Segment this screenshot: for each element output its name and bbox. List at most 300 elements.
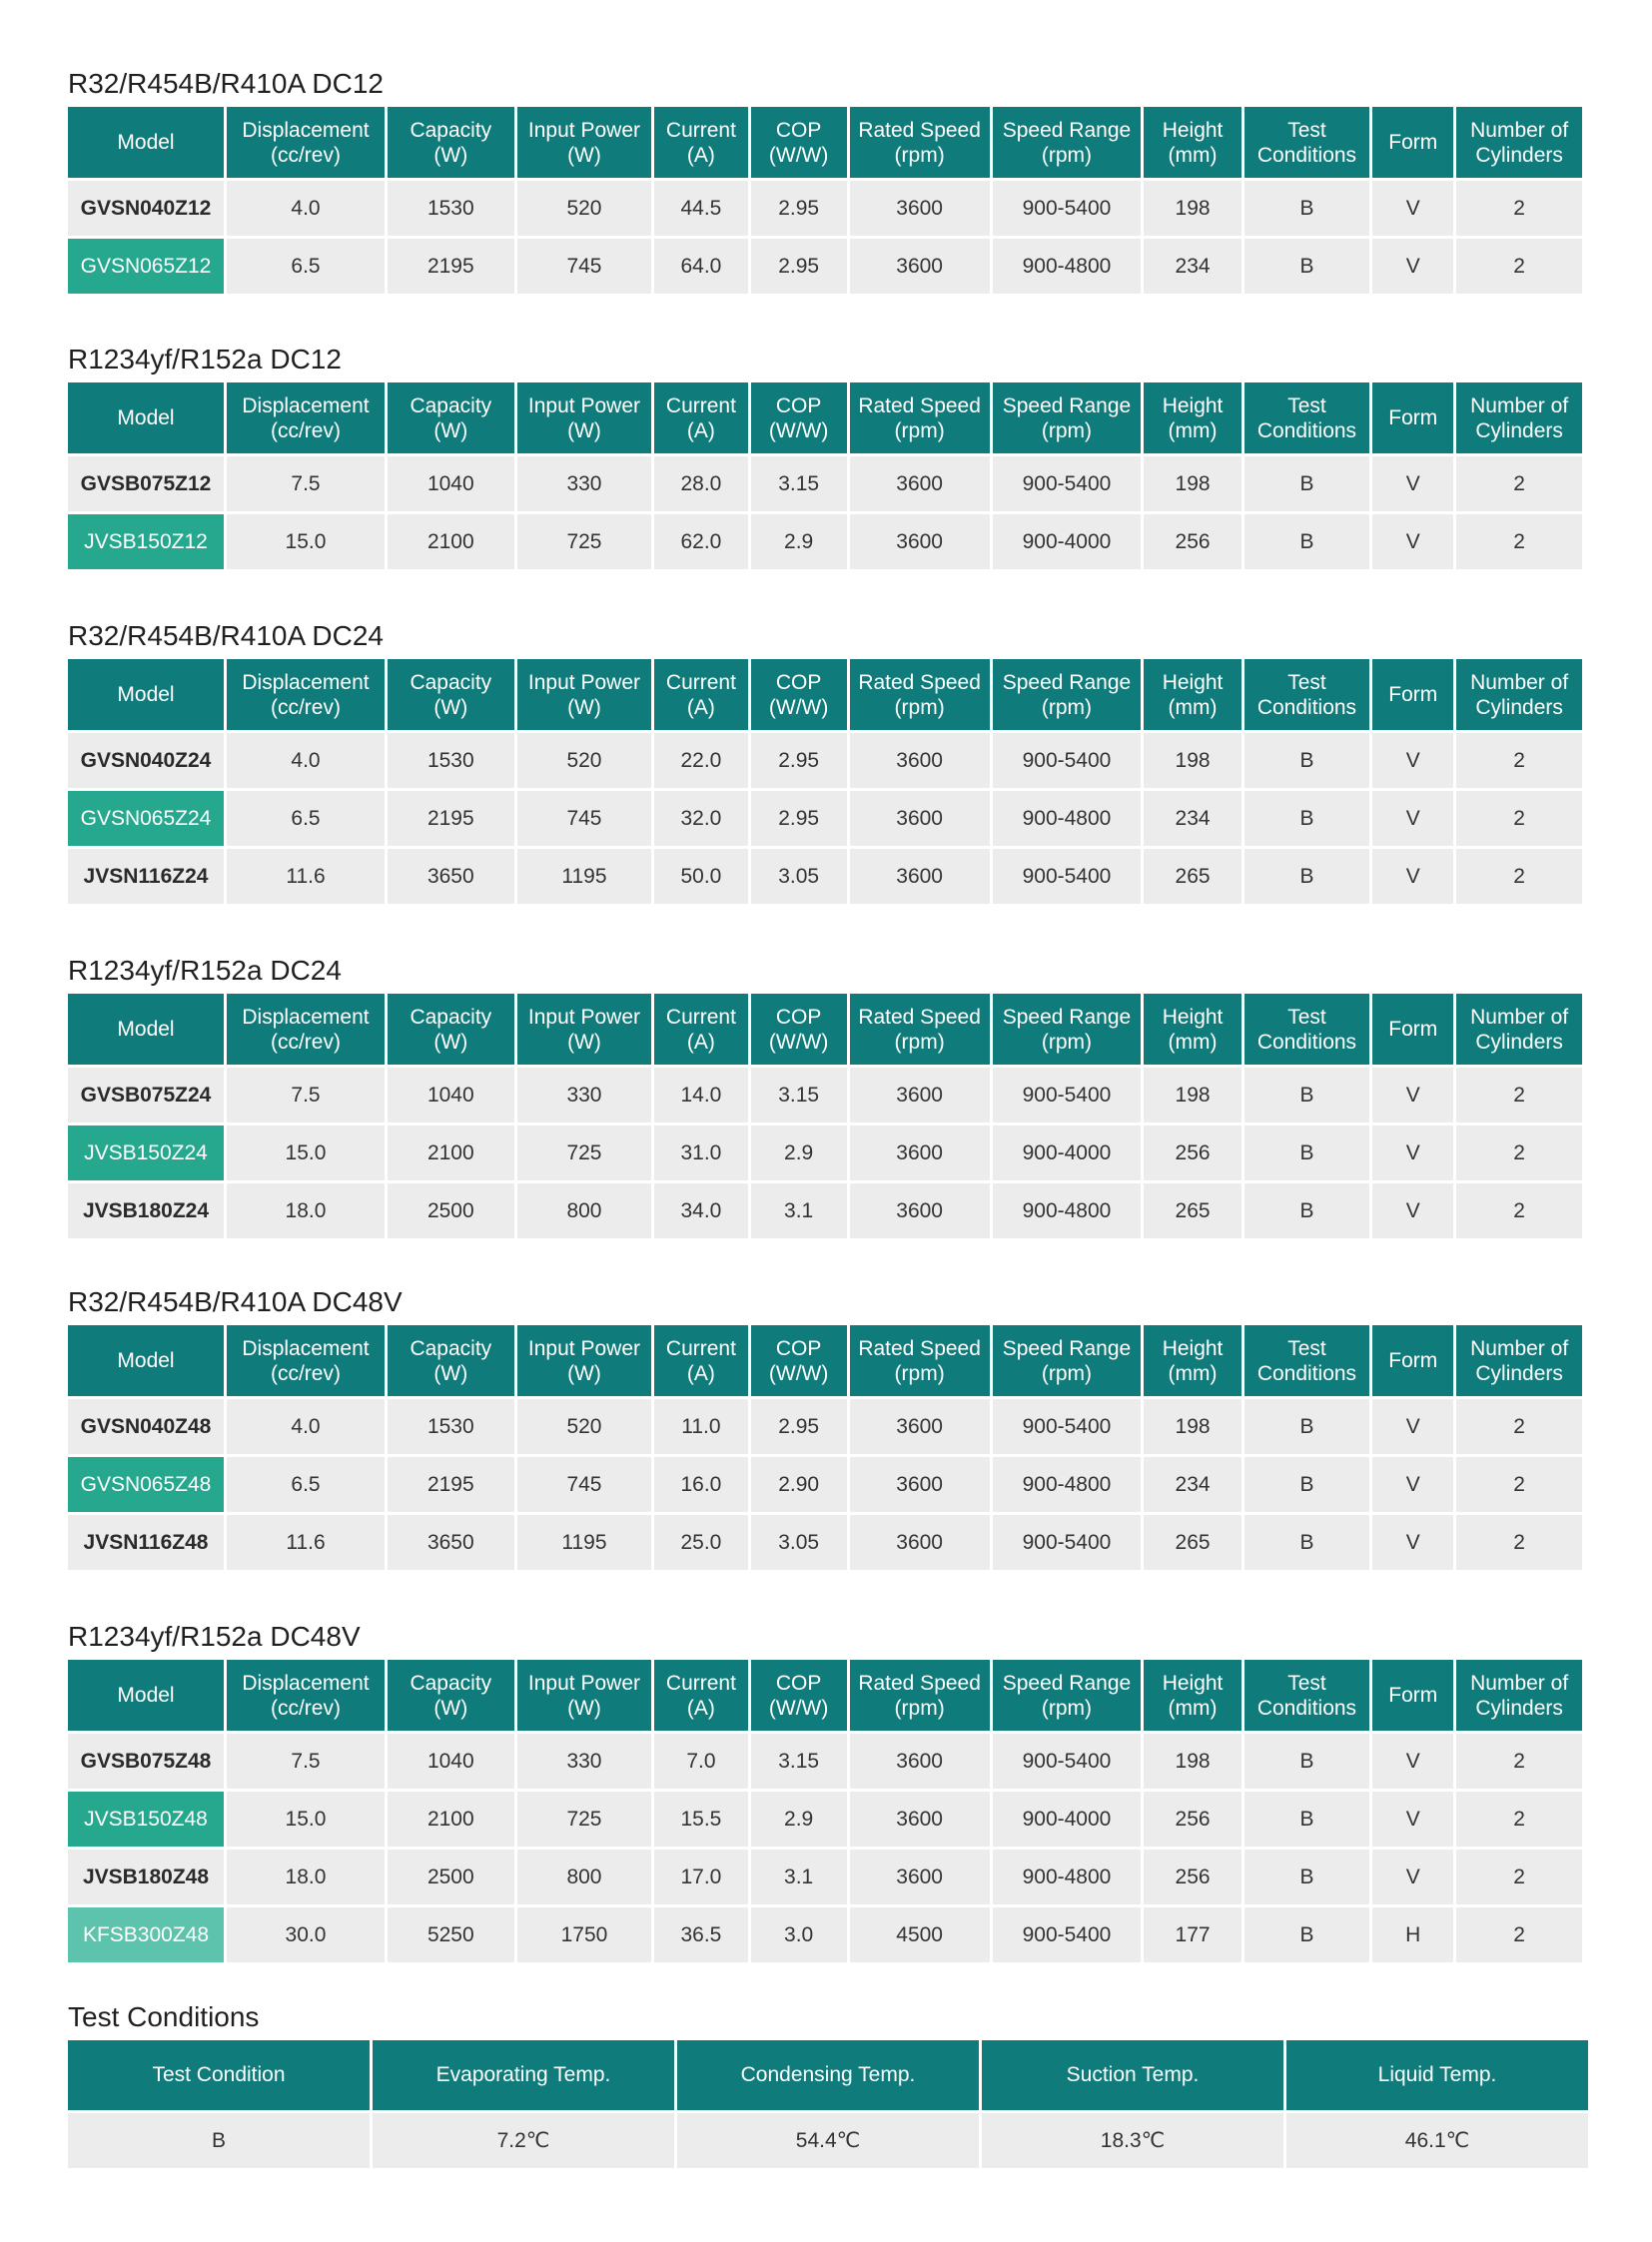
column-header bbox=[1244, 107, 1370, 178]
table-cell: 1530 bbox=[388, 1399, 514, 1454]
column-header-line: Model bbox=[117, 406, 175, 429]
column-header-line: Test bbox=[1287, 670, 1326, 694]
table-cell: V bbox=[1372, 1125, 1453, 1180]
column-header-line: Speed Range bbox=[1002, 1671, 1132, 1695]
table-row bbox=[68, 239, 1582, 294]
table-cell: 2 bbox=[1456, 849, 1582, 904]
column-header-unit: (rpm) bbox=[894, 1361, 945, 1385]
table-cell: H bbox=[1372, 1907, 1453, 1962]
table-cell: 2195 bbox=[388, 239, 514, 294]
table-cell: 7.5 bbox=[227, 1068, 385, 1122]
column-header-unit: Conditions bbox=[1256, 143, 1357, 167]
header-row bbox=[68, 382, 1582, 453]
column-header-line: Speed Range bbox=[1002, 1336, 1132, 1360]
table-cell: 18.0 bbox=[227, 1183, 385, 1238]
table-row bbox=[68, 514, 1582, 569]
column-header-unit: (A) bbox=[686, 143, 715, 167]
column-header-unit: (rpm) bbox=[894, 143, 945, 167]
table-cell: 900-5400 bbox=[993, 1515, 1142, 1570]
table-cell: B bbox=[1244, 456, 1370, 511]
table-cell: 2195 bbox=[388, 791, 514, 846]
table-cell: 2.90 bbox=[751, 1457, 847, 1512]
column-header-line: Rated Speed bbox=[858, 118, 981, 142]
column-header bbox=[517, 994, 652, 1065]
column-header: Test Condition bbox=[68, 2040, 370, 2110]
column-header-line: Input Power bbox=[527, 670, 640, 694]
table-cell: B bbox=[1244, 1734, 1370, 1789]
table-cell: 16.0 bbox=[654, 1457, 747, 1512]
section-title: R32/R454B/R410A DC24 bbox=[68, 620, 384, 651]
table-cell: 234 bbox=[1144, 791, 1240, 846]
header-row bbox=[68, 659, 1582, 730]
column-header bbox=[227, 1660, 385, 1731]
column-header-line: Capacity bbox=[410, 1336, 492, 1360]
model-cell: JVSN116Z24 bbox=[68, 849, 224, 904]
column-header-line: Form bbox=[1388, 131, 1438, 154]
column-header-line: Displacement bbox=[242, 1336, 370, 1360]
column-header bbox=[68, 1325, 224, 1396]
column-header bbox=[227, 994, 385, 1065]
table-cell: 1530 bbox=[388, 733, 514, 788]
table-cell: 3600 bbox=[850, 1734, 990, 1789]
table-cell: 15.0 bbox=[227, 1792, 385, 1847]
table-cell: 520 bbox=[517, 1399, 652, 1454]
table-cell: 1040 bbox=[388, 456, 514, 511]
column-header-line: COP bbox=[775, 1005, 822, 1029]
column-header-unit: (cc/rev) bbox=[270, 1696, 341, 1720]
column-header bbox=[1144, 659, 1240, 730]
column-header bbox=[1456, 659, 1582, 730]
column-header-line: COP bbox=[775, 393, 822, 417]
column-header bbox=[654, 994, 747, 1065]
test-conditions-table bbox=[65, 2037, 1591, 2171]
column-header-line: Number of bbox=[1470, 1336, 1569, 1360]
column-header bbox=[1244, 382, 1370, 453]
column-header-line: Input Power bbox=[527, 1671, 640, 1695]
section-title: R1234yf/R152a DC48V bbox=[68, 1621, 361, 1652]
column-header-unit: (cc/rev) bbox=[270, 1030, 341, 1054]
column-header-line: Model bbox=[117, 1349, 175, 1372]
table-cell: 4.0 bbox=[227, 733, 385, 788]
table-cell: 256 bbox=[1144, 1792, 1240, 1847]
column-header bbox=[1456, 994, 1582, 1065]
column-header-line: Displacement bbox=[242, 118, 370, 142]
table-cell: 3.15 bbox=[751, 1734, 847, 1789]
column-header-unit: (rpm) bbox=[1041, 1030, 1093, 1054]
table-cell: 2 bbox=[1456, 1457, 1582, 1512]
table-cell: 900-5400 bbox=[993, 1734, 1142, 1789]
column-header-line: Current bbox=[665, 1336, 736, 1360]
table-cell: 900-5400 bbox=[993, 849, 1142, 904]
table-cell: 330 bbox=[517, 1734, 652, 1789]
column-header bbox=[751, 994, 847, 1065]
column-header-unit: (W) bbox=[567, 1030, 601, 1054]
table-cell: 1195 bbox=[517, 849, 652, 904]
table-cell: 2.9 bbox=[751, 514, 847, 569]
column-header-line: Displacement bbox=[242, 393, 370, 417]
column-header-unit: (cc/rev) bbox=[270, 695, 341, 719]
column-header-unit: (rpm) bbox=[1041, 1361, 1093, 1385]
spec-table bbox=[65, 104, 1585, 297]
table-cell: 17.0 bbox=[654, 1850, 747, 1904]
spec-section bbox=[68, 951, 1582, 1241]
column-header-unit: (mm) bbox=[1168, 1361, 1218, 1385]
column-header-unit: (W/W) bbox=[768, 1361, 829, 1385]
table-cell: 265 bbox=[1144, 849, 1240, 904]
column-header-unit: (mm) bbox=[1168, 418, 1218, 442]
column-header-line: Model bbox=[117, 1018, 175, 1041]
table-cell: 36.5 bbox=[654, 1907, 747, 1962]
spec-section bbox=[68, 340, 1582, 572]
spec-section bbox=[68, 1282, 1582, 1573]
table-cell: 234 bbox=[1144, 239, 1240, 294]
column-header-unit: (W) bbox=[433, 1030, 468, 1054]
table-cell: 4.0 bbox=[227, 181, 385, 236]
column-header-line: COP bbox=[775, 1336, 822, 1360]
table-cell: 198 bbox=[1144, 1734, 1240, 1789]
column-header-unit: (mm) bbox=[1168, 1030, 1218, 1054]
column-header-line: Rated Speed bbox=[858, 1671, 981, 1695]
table-cell: 15.5 bbox=[654, 1792, 747, 1847]
table-cell: 3600 bbox=[850, 1515, 990, 1570]
column-header bbox=[654, 659, 747, 730]
model-cell: JVSN116Z48 bbox=[68, 1515, 224, 1570]
column-header bbox=[388, 382, 514, 453]
column-header-line: Rated Speed bbox=[858, 393, 981, 417]
model-cell: GVSN040Z48 bbox=[68, 1399, 224, 1454]
table-cell: 11.6 bbox=[227, 849, 385, 904]
table-cell: 725 bbox=[517, 1125, 652, 1180]
table-cell: 198 bbox=[1144, 1399, 1240, 1454]
header-row bbox=[68, 2040, 1588, 2110]
column-header-unit: (W) bbox=[567, 695, 601, 719]
column-header bbox=[68, 1660, 224, 1731]
table-cell: 46.1℃ bbox=[1286, 2113, 1588, 2168]
table-cell: 1040 bbox=[388, 1068, 514, 1122]
column-header-unit: (W) bbox=[433, 1361, 468, 1385]
column-header bbox=[751, 107, 847, 178]
table-cell: 2100 bbox=[388, 1792, 514, 1847]
column-header bbox=[1144, 107, 1240, 178]
column-header bbox=[1456, 1660, 1582, 1731]
table-row bbox=[68, 1183, 1582, 1238]
table-cell: 7.2℃ bbox=[373, 2113, 674, 2168]
table-row bbox=[68, 1734, 1582, 1789]
column-header bbox=[68, 107, 224, 178]
table-cell: B bbox=[1244, 239, 1370, 294]
column-header bbox=[68, 659, 224, 730]
column-header bbox=[227, 107, 385, 178]
column-header-line: Form bbox=[1388, 1018, 1438, 1041]
table-cell: V bbox=[1372, 1457, 1453, 1512]
column-header-unit: (rpm) bbox=[894, 695, 945, 719]
column-header: Suction Temp. bbox=[982, 2040, 1283, 2110]
column-header bbox=[993, 994, 1142, 1065]
table-cell: 2.95 bbox=[751, 181, 847, 236]
column-header-line: COP bbox=[775, 118, 822, 142]
table-cell: B bbox=[1244, 1907, 1370, 1962]
table-cell: 3.15 bbox=[751, 1068, 847, 1122]
column-header-line: Height bbox=[1162, 1005, 1224, 1029]
table-cell: 3.1 bbox=[751, 1183, 847, 1238]
column-header-unit: Cylinders bbox=[1475, 1361, 1563, 1385]
table-cell: V bbox=[1372, 1850, 1453, 1904]
column-header-line: Displacement bbox=[242, 670, 370, 694]
table-cell: 31.0 bbox=[654, 1125, 747, 1180]
column-header-line: Number of bbox=[1470, 1671, 1569, 1695]
header-row bbox=[68, 1660, 1582, 1731]
table-cell: 256 bbox=[1144, 514, 1240, 569]
column-header bbox=[993, 1325, 1142, 1396]
table-cell: V bbox=[1372, 1399, 1453, 1454]
column-header bbox=[388, 1325, 514, 1396]
table-cell: 30.0 bbox=[227, 1907, 385, 1962]
column-header bbox=[1372, 1325, 1453, 1396]
model-cell: JVSB180Z24 bbox=[68, 1183, 224, 1238]
table-cell: 2.95 bbox=[751, 791, 847, 846]
column-header bbox=[751, 1660, 847, 1731]
table-cell: 198 bbox=[1144, 1068, 1240, 1122]
column-header-line: Rated Speed bbox=[858, 1336, 981, 1360]
column-header-unit: (cc/rev) bbox=[270, 1361, 341, 1385]
table-cell: 900-4000 bbox=[993, 1125, 1142, 1180]
column-header bbox=[517, 1325, 652, 1396]
table-cell: 2 bbox=[1456, 181, 1582, 236]
header-row bbox=[68, 107, 1582, 178]
table-row bbox=[68, 456, 1582, 511]
column-header-line: Capacity bbox=[410, 670, 492, 694]
table-cell: 2 bbox=[1456, 239, 1582, 294]
column-header bbox=[1244, 994, 1370, 1065]
table-cell: B bbox=[68, 2113, 370, 2168]
table-cell: 2 bbox=[1456, 1792, 1582, 1847]
section-title: R32/R454B/R410A DC48V bbox=[68, 1286, 403, 1317]
spec-section bbox=[68, 1617, 1582, 1965]
spec-section bbox=[68, 616, 1582, 907]
table-cell: 2.95 bbox=[751, 1399, 847, 1454]
table-cell: V bbox=[1372, 849, 1453, 904]
column-header-line: Capacity bbox=[410, 118, 492, 142]
column-header bbox=[227, 382, 385, 453]
model-cell: GVSB075Z12 bbox=[68, 456, 224, 511]
column-header: Liquid Temp. bbox=[1286, 2040, 1588, 2110]
table-cell: 5250 bbox=[388, 1907, 514, 1962]
table-cell: V bbox=[1372, 1734, 1453, 1789]
table-row bbox=[68, 1125, 1582, 1180]
column-header-line: Test bbox=[1287, 1336, 1326, 1360]
column-header-unit: (W) bbox=[433, 1696, 468, 1720]
column-header-line: Current bbox=[665, 393, 736, 417]
spec-section bbox=[68, 64, 1582, 297]
table-cell: 15.0 bbox=[227, 514, 385, 569]
model-cell: GVSN040Z12 bbox=[68, 181, 224, 236]
table-cell: B bbox=[1244, 181, 1370, 236]
table-cell: 3600 bbox=[850, 733, 990, 788]
table-cell: 1040 bbox=[388, 1734, 514, 1789]
column-header-unit: (cc/rev) bbox=[270, 418, 341, 442]
column-header-line: Input Power bbox=[527, 1336, 640, 1360]
column-header-line: Speed Range bbox=[1002, 393, 1132, 417]
table-row bbox=[68, 1850, 1582, 1904]
table-cell: 62.0 bbox=[654, 514, 747, 569]
column-header-line: Form bbox=[1388, 1349, 1438, 1372]
table-cell: 2500 bbox=[388, 1850, 514, 1904]
column-header bbox=[227, 659, 385, 730]
column-header bbox=[1144, 994, 1240, 1065]
table-cell: 4500 bbox=[850, 1907, 990, 1962]
column-header bbox=[1144, 382, 1240, 453]
table-cell: 330 bbox=[517, 456, 652, 511]
column-header-line: Rated Speed bbox=[858, 1005, 981, 1029]
table-cell: V bbox=[1372, 1792, 1453, 1847]
table-cell: B bbox=[1244, 1125, 1370, 1180]
table-cell: 2100 bbox=[388, 514, 514, 569]
table-row bbox=[68, 791, 1582, 846]
table-cell: 2.95 bbox=[751, 239, 847, 294]
column-header bbox=[1244, 1325, 1370, 1396]
table-cell: 520 bbox=[517, 181, 652, 236]
table-cell: 2.9 bbox=[751, 1792, 847, 1847]
spec-table bbox=[65, 1657, 1585, 1965]
column-header bbox=[388, 994, 514, 1065]
column-header-unit: (A) bbox=[686, 1030, 715, 1054]
table-cell: 900-4800 bbox=[993, 239, 1142, 294]
model-cell: GVSB075Z24 bbox=[68, 1068, 224, 1122]
column-header-line: Form bbox=[1388, 683, 1438, 706]
column-header-line: Displacement bbox=[242, 1005, 370, 1029]
table-cell: 3.05 bbox=[751, 849, 847, 904]
table-cell: 900-5400 bbox=[993, 1399, 1142, 1454]
column-header-unit: (A) bbox=[686, 418, 715, 442]
table-cell: 18.0 bbox=[227, 1850, 385, 1904]
table-cell: 520 bbox=[517, 733, 652, 788]
table-row bbox=[68, 1068, 1582, 1122]
spec-table bbox=[65, 991, 1585, 1241]
column-header bbox=[517, 1660, 652, 1731]
table-cell: 25.0 bbox=[654, 1515, 747, 1570]
column-header-line: Test bbox=[1287, 1005, 1326, 1029]
table-cell: 2 bbox=[1456, 1907, 1582, 1962]
model-cell: JVSB180Z48 bbox=[68, 1850, 224, 1904]
table-cell: 900-5400 bbox=[993, 456, 1142, 511]
column-header-line: Input Power bbox=[527, 118, 640, 142]
column-header-unit: (W/W) bbox=[768, 418, 829, 442]
table-cell: 3.1 bbox=[751, 1850, 847, 1904]
column-header-unit: (cc/rev) bbox=[270, 143, 341, 167]
table-cell: 330 bbox=[517, 1068, 652, 1122]
table-cell: 3600 bbox=[850, 791, 990, 846]
model-cell: JVSB150Z24 bbox=[68, 1125, 224, 1180]
table-row bbox=[68, 1515, 1582, 1570]
column-header-line: Number of bbox=[1470, 393, 1569, 417]
table-row bbox=[68, 733, 1582, 788]
column-header bbox=[1144, 1325, 1240, 1396]
table-cell: 34.0 bbox=[654, 1183, 747, 1238]
column-header-unit: (W/W) bbox=[768, 143, 829, 167]
column-header-unit: (rpm) bbox=[1041, 418, 1093, 442]
table-cell: V bbox=[1372, 514, 1453, 569]
column-header bbox=[1372, 994, 1453, 1065]
column-header bbox=[1456, 1325, 1582, 1396]
table-cell: B bbox=[1244, 1457, 1370, 1512]
test-conditions-section bbox=[68, 1997, 1582, 2171]
column-header-unit: Conditions bbox=[1256, 695, 1357, 719]
table-cell: 1530 bbox=[388, 181, 514, 236]
table-cell: 3600 bbox=[850, 1068, 990, 1122]
table-cell: 6.5 bbox=[227, 1457, 385, 1512]
table-cell: 2 bbox=[1456, 1515, 1582, 1570]
section-title: R1234yf/R152a DC24 bbox=[68, 955, 342, 986]
table-cell: 3600 bbox=[850, 239, 990, 294]
column-header bbox=[517, 107, 652, 178]
column-header bbox=[68, 382, 224, 453]
table-cell: B bbox=[1244, 1792, 1370, 1847]
column-header bbox=[654, 107, 747, 178]
column-header-line: Form bbox=[1388, 406, 1438, 429]
column-header-unit: (W/W) bbox=[768, 1696, 829, 1720]
column-header bbox=[517, 382, 652, 453]
table-cell: 198 bbox=[1144, 456, 1240, 511]
column-header-line: COP bbox=[775, 1671, 822, 1695]
table-row bbox=[68, 1399, 1582, 1454]
table-cell: 2 bbox=[1456, 733, 1582, 788]
table-cell: 7.0 bbox=[654, 1734, 747, 1789]
column-header-unit: (rpm) bbox=[894, 1696, 945, 1720]
column-header-line: Model bbox=[117, 1684, 175, 1707]
table-cell: 900-5400 bbox=[993, 181, 1142, 236]
table-cell: 2 bbox=[1456, 456, 1582, 511]
column-header-unit: (W/W) bbox=[768, 1030, 829, 1054]
column-header bbox=[1372, 382, 1453, 453]
column-header-line: Height bbox=[1162, 393, 1224, 417]
table-cell: 6.5 bbox=[227, 791, 385, 846]
table-cell: 3600 bbox=[850, 1850, 990, 1904]
column-header-line: Model bbox=[117, 683, 175, 706]
column-header-line: Number of bbox=[1470, 118, 1569, 142]
column-header-unit: (mm) bbox=[1168, 143, 1218, 167]
table-cell: 54.4℃ bbox=[677, 2113, 979, 2168]
column-header-line: Test bbox=[1287, 1671, 1326, 1695]
column-header bbox=[850, 994, 990, 1065]
table-cell: 3650 bbox=[388, 849, 514, 904]
table-cell: 2 bbox=[1456, 1183, 1582, 1238]
column-header bbox=[517, 659, 652, 730]
table-cell: 3.0 bbox=[751, 1907, 847, 1962]
column-header-line: Rated Speed bbox=[858, 670, 981, 694]
column-header bbox=[850, 1325, 990, 1396]
section-title: R1234yf/R152a DC12 bbox=[68, 344, 342, 374]
table-cell: V bbox=[1372, 1068, 1453, 1122]
table-cell: 2 bbox=[1456, 1068, 1582, 1122]
header-row bbox=[68, 994, 1582, 1065]
model-cell: JVSB150Z12 bbox=[68, 514, 224, 569]
table-cell: 3600 bbox=[850, 181, 990, 236]
column-header-line: Test bbox=[1287, 118, 1326, 142]
column-header bbox=[751, 659, 847, 730]
table-cell: 3.05 bbox=[751, 1515, 847, 1570]
table-cell: 1750 bbox=[517, 1907, 652, 1962]
column-header-line: Number of bbox=[1470, 1005, 1569, 1029]
column-header-line: Current bbox=[665, 670, 736, 694]
table-cell: V bbox=[1372, 181, 1453, 236]
column-header bbox=[1372, 1660, 1453, 1731]
section-title: Test Conditions bbox=[68, 2001, 260, 2032]
column-header bbox=[388, 1660, 514, 1731]
column-header bbox=[1244, 659, 1370, 730]
column-header: Condensing Temp. bbox=[677, 2040, 979, 2110]
model-cell: GVSN065Z48 bbox=[68, 1457, 224, 1512]
column-header-unit: Cylinders bbox=[1475, 695, 1563, 719]
